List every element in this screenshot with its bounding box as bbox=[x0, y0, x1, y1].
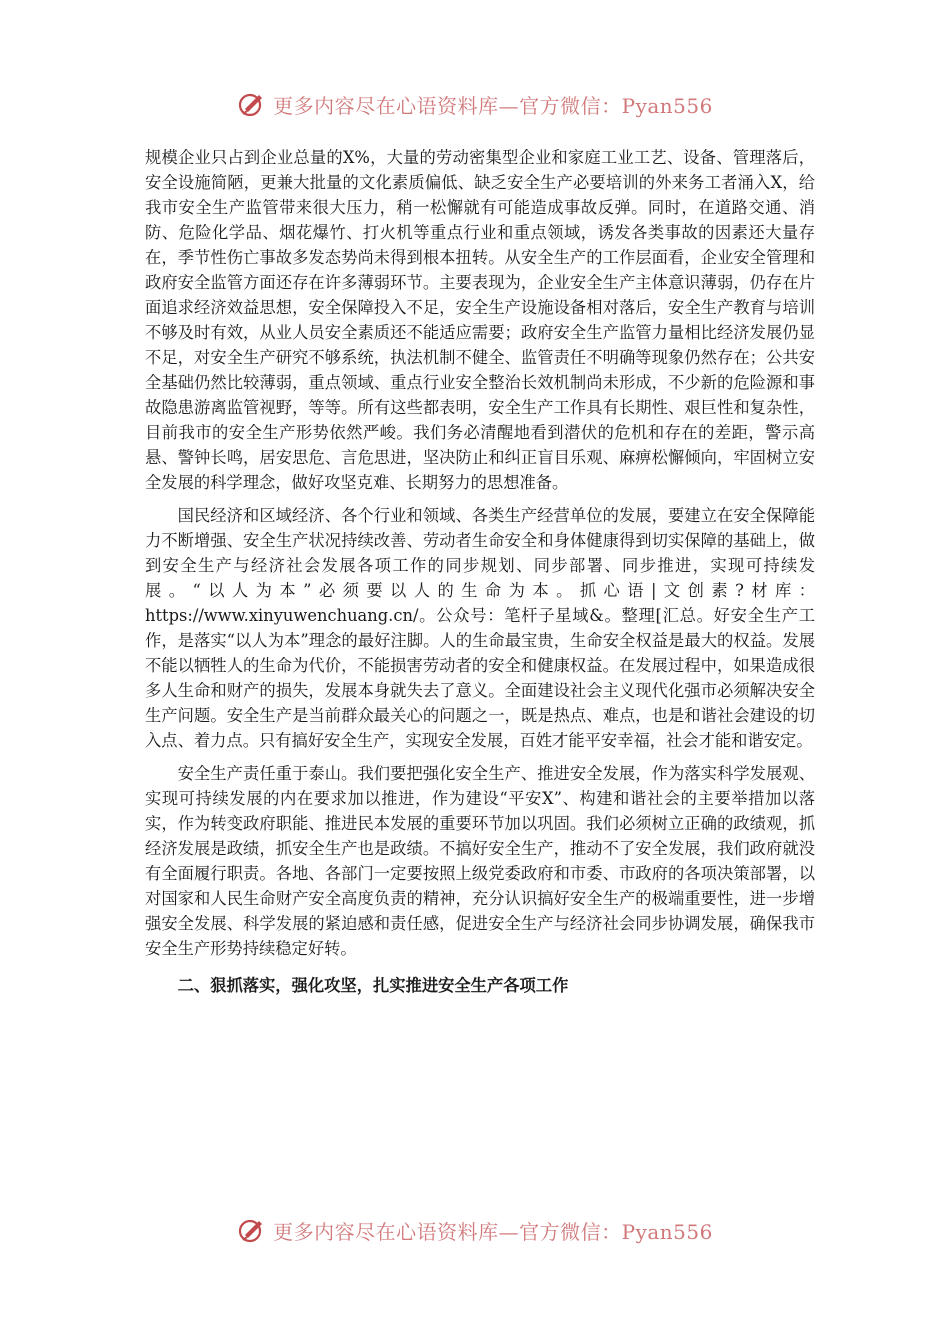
paragraph-continued: 规模企业只占到企业总量的X%，大量的劳动密集型企业和家庭工业工艺、设备、管理落后，安全设施简陋，更兼大批量的文化素质偏低、缺乏安全生产必要培训的外来务工者涌入X，给我市安全生产监管带来很大压力，稍一松懈就有可能造成事故反弹。同时，在道路交通、消防、危险化学品、烟花爆竹、打火机等重点行业和重点领域，诱发各类事故的因素还大量存在，季节性伤亡事故多发态势尚未得到根本扭转。从安全生产的工作层面看，企业安全管理和政府安全监管方面还存在许多薄弱环节。主要表现为，企业安全生产主体意识薄弱，仍存在片面追求经济效益思想，安全保障投入不足，安全生产设施设备相对落后，安全生产教育与培训不够及时有效，从业人员安全素质还不能适应需要；政府安全生产监管力量相比经济发展仍显不足，对安全生产研究不够系统，执法机制不健全、监管责任不明确等现象仍然存在；公共安全基础仍然比较薄弱，重点领域、重点行业安全整治长效机制尚未形成，不少新的危险源和事故隐患游离监管视野，等等。所有这些都表明，安全生产工作具有长期性、艰巨性和复杂性，目前我市的安全生产形势依然严峻。我们务必清醒地看到潜伏的危机和存在的差距，警示高悬、警钟长鸣，居安思危、言危思进，坚决防止和纠正盲目乐观、麻痹松懈倾向，牢固树立安全发展的科学理念，做好攻坚克难、长期努力的思想准备。 bbox=[145, 148, 815, 492]
pen-scroll-logo-icon bbox=[237, 89, 267, 119]
footer-brand-text: 更多内容尽在心语资料库—官方微信：Pyan556 bbox=[273, 1219, 713, 1244]
header-banner bbox=[0, 84, 950, 124]
section-heading: 二、狠抓落实，强化攻坚，扎实推进安全生产各项工作 bbox=[177, 976, 569, 995]
paragraph-responsibility: 安全生产责任重于泰山。我们要把强化安全生产、推进安全发展，作为落实科学发展观、实现可持续发展的内在要求加以推进，作为建设“平安X”、构建和谐社会的主要举措加以落实，作为转变政府职能、推进民本发展的重要环节加以巩固。我们必须树立正确的政绩观，抓经济发展是政绩，抓安全生产也是政绩。不搞好安全生产，推动不了安全发展，我们政府就没有全面履行职责。各地、各部门一定要按照上级党委政府和市委、市政府的各项决策部署，以对国家和人民生命财产安全高度负责的精神，充分认识搞好安全生产的极端重要性，进一步增强安全发展、科学发展的紧迫感和责任感，促进安全生产与经济社会同步协调发展，确保我市安全生产形势持续稳定好转。 bbox=[145, 764, 815, 958]
paragraph-people-oriented: 国民经济和区域经济、各个行业和领域、各类生产经营单位的发展，要建立在安全保障能力不断增强、安全生产状况持续改善、劳动者生命安全和身体健康得到切实保障的基础上，做到安全生产与经济社会发展各项工作的同步规划、同步部署、同步推进，实现可持续发展。“以人为本”必须要以人的生命为本。抓心语|文创素?材库：https://www.xinyuwenchuang.cn/。公众号：笔杆子星域&。整理[汇总。好安全生产工作，是落实“以人为本”理念的最好注脚。人的生命最宝贵，生命安全权益是最大的权益。发展不能以牺牲人的生命为代价，不能损害劳动者的安全和健康权益。在发展过程中，如果造成很多人生命和财产的损失，发展本身就失去了意义。全面建设社会主义现代化强市必须解决安全生产问题。安全生产是当前群众最关心的问题之一，既是热点、难点，也是和谐社会建设的切入点、着力点。只有搞好安全生产，实现安全发展，百姓才能平安幸福，社会才能和谐安定。 bbox=[145, 506, 815, 750]
document-body bbox=[145, 145, 815, 998]
pen-scroll-logo-icon bbox=[237, 1215, 267, 1245]
header-brand-text: 更多内容尽在心语资料库—官方微信：Pyan556 bbox=[273, 93, 713, 118]
footer-banner bbox=[0, 1210, 950, 1250]
